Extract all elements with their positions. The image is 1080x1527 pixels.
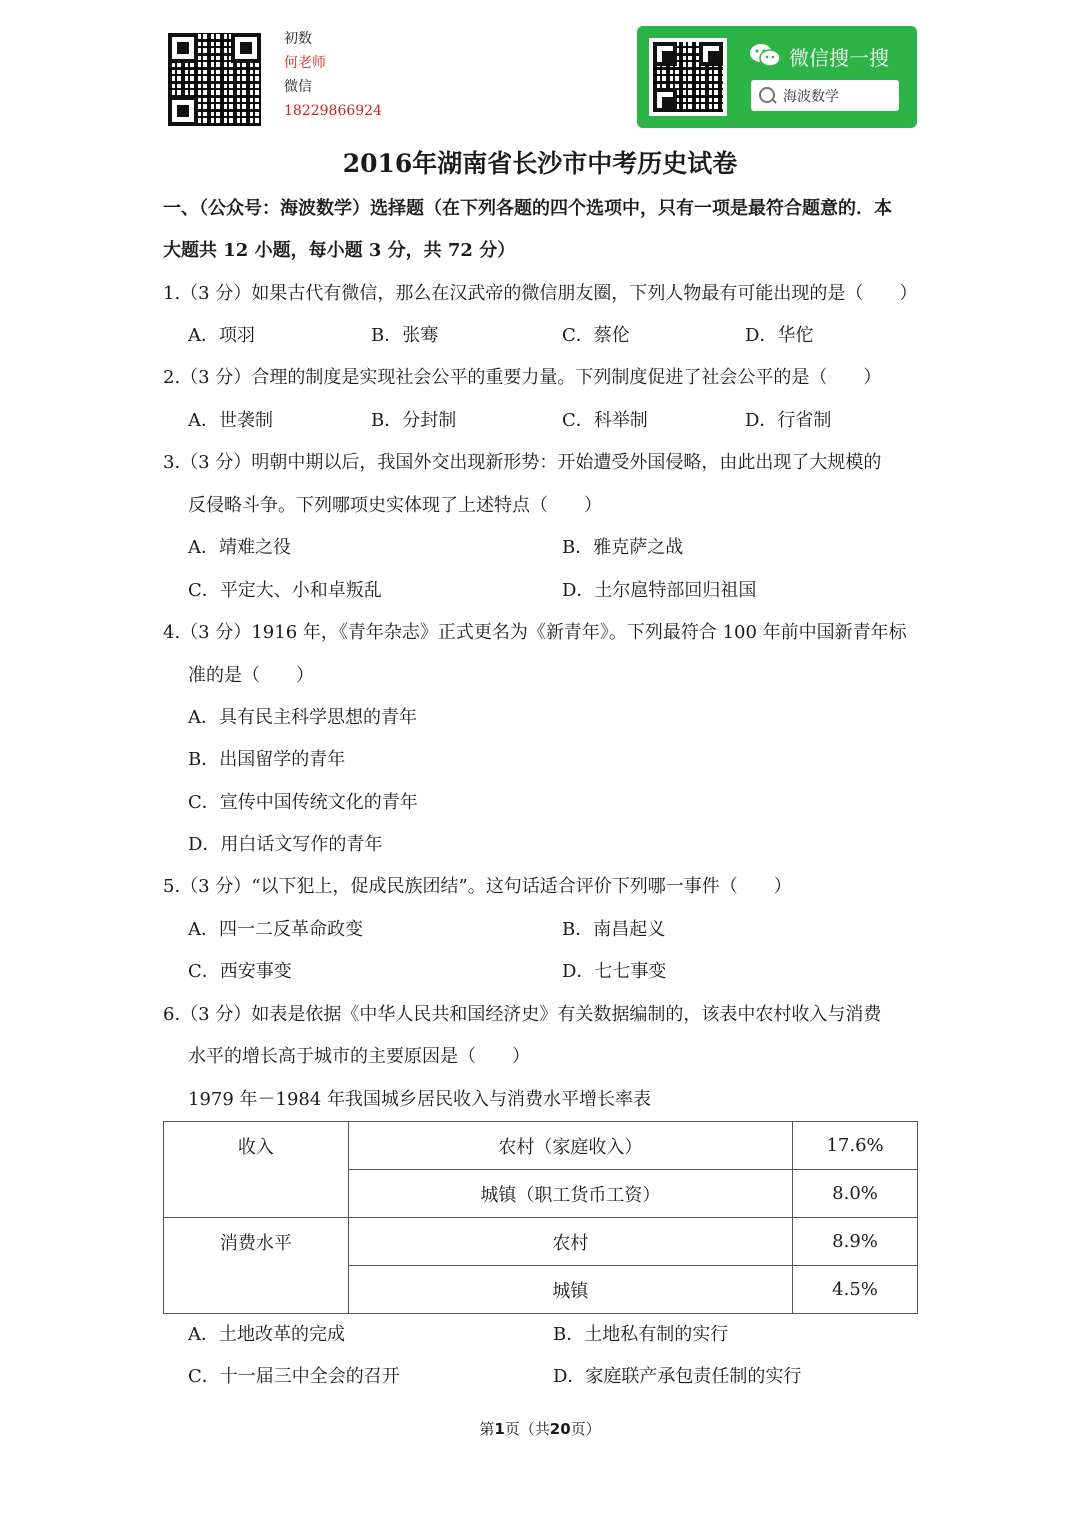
wechat-search-keyword: 海波数学 (783, 89, 839, 105)
question-6-option-c: C．十一届三中全会的召开 (188, 1366, 400, 1387)
qr-finder (653, 42, 677, 66)
question-5-option-c: C．西安事变 (188, 961, 292, 982)
question-2-stem: 2.（3 分）合理的制度是实现社会公平的重要力量。下列制度促进了社会公平的是（ ） (163, 367, 882, 388)
question-4-option-c: C．宣传中国传统文化的青年 (188, 792, 418, 813)
question-5-stem: 5.（3 分）“以下犯上，促成民族团结”。这句话适合评价下列哪一事件（ ） (163, 876, 792, 897)
qr-finder (653, 88, 677, 112)
footer-prefix: 第 (479, 1420, 495, 1438)
wechat-logo-icon (749, 42, 781, 68)
footer-suffix: 页） (570, 1420, 601, 1438)
table-caption: 1979 年－1984 年我国城乡居民收入与消费水平增长率表 (188, 1089, 652, 1110)
page-footer (0, 1418, 1080, 1439)
question-6-option-a: A．土地改革的完成 (188, 1324, 345, 1345)
footer-total-pages: 20 (549, 1420, 571, 1438)
question-4-stem-line1: 4.（3 分）1916 年，《青年杂志》正式更名为《新青年》。下列最符合 100 年前中国新青年标 (163, 622, 907, 643)
table-cell-value: 17.6% (793, 1122, 918, 1170)
search-icon (759, 87, 775, 103)
income-label: 收入 (164, 1122, 349, 1218)
question-1-option-b: B．张骞 (371, 325, 439, 346)
table-cell-item: 城镇 (348, 1266, 792, 1314)
question-6-stem-line1: 6.（3 分）如表是依据《中华人民共和国经济史》有关数据编制的，该表中农村收入与消费 (163, 1004, 882, 1025)
question-3-option-d: D．土尔扈特部回归祖国 (562, 580, 757, 601)
question-6-option-b: B．土地私有制的实行 (553, 1324, 729, 1345)
question-1-option-c: C．蔡伦 (562, 325, 630, 346)
contact-info (284, 27, 382, 123)
table-cell-value: 8.9% (793, 1218, 918, 1266)
consumption-label: 消费水平 (164, 1218, 349, 1314)
qr-finder (168, 96, 198, 126)
growth-rate-table (163, 1121, 918, 1314)
question-3-stem-line1: 3.（3 分）明朝中期以后，我国外交出现新形势：开始遭受外国侵略，由此出现了大规模的 (163, 452, 882, 473)
question-4-option-d: D．用白话文写作的青年 (188, 834, 383, 855)
question-6-option-d: D．家庭联产承包责任制的实行 (553, 1366, 802, 1387)
contact-subject: 初数 (284, 31, 312, 47)
qr-finder (168, 33, 198, 63)
document-title: 2016年湖南省长沙市中考历史试卷 (342, 149, 738, 178)
wechat-search-title: 微信搜一搜 (789, 46, 889, 70)
table-row (164, 1218, 918, 1266)
question-6-stem-line2: 水平的增长高于城市的主要原因是（ ） (188, 1046, 530, 1067)
question-5-option-b: B．南昌起义 (562, 919, 666, 940)
qr-finder (231, 33, 261, 63)
table-cell-item: 农村（家庭收入） (348, 1122, 792, 1170)
question-1-stem: 1.（3 分）如果古代有微信，那么在汉武帝的微信朋友圈，下列人物最有可能出现的是（ ） (163, 283, 918, 304)
question-5-option-a: A．四一二反革命政变 (188, 919, 363, 940)
question-2-option-a: A．世袭制 (188, 410, 273, 431)
footer-middle: 页（共 (504, 1420, 550, 1438)
qr-code-right (649, 38, 727, 116)
qr-code-left (168, 33, 261, 126)
question-4-stem-line2: 准的是（ ） (188, 665, 314, 686)
section-heading-line2: 大题共 12 小题，每小题 3 分，共 72 分） (163, 240, 516, 261)
table-cell-item: 农村 (348, 1218, 792, 1266)
question-1-option-a: A．项羽 (188, 325, 255, 346)
table-cell-value: 4.5% (793, 1266, 918, 1314)
table-cell-value: 8.0% (793, 1170, 918, 1218)
question-4-option-b: B．出国留学的青年 (188, 749, 346, 770)
question-3-option-c: C．平定大、小和卓叛乱 (188, 580, 382, 601)
table-row (164, 1122, 918, 1170)
wechat-search-field[interactable] (751, 80, 899, 111)
contact-teacher: 何老师 (284, 55, 326, 71)
question-4-option-a: A．具有民主科学思想的青年 (188, 707, 417, 728)
question-2-option-b: B．分封制 (371, 410, 457, 431)
contact-phone: 18229866924 (284, 103, 382, 119)
question-2-option-c: C．科举制 (562, 410, 648, 431)
table-cell-item: 城镇（职工货币工资） (348, 1170, 792, 1218)
section-heading-line1: 一、（公众号：海波数学）选择题（在下列各题的四个选项中，只有一项是最符合题意的．本 (163, 198, 892, 219)
question-5-option-d: D．七七事变 (562, 961, 667, 982)
footer-page-number: 1 (494, 1420, 505, 1438)
question-2-option-d: D．行省制 (745, 410, 832, 431)
question-3-option-b: B．雅克萨之战 (562, 537, 684, 558)
question-3-option-a: A．靖难之役 (188, 537, 291, 558)
contact-wechat-label: 微信 (284, 79, 312, 95)
qr-finder (699, 42, 723, 66)
wechat-search-banner[interactable] (637, 26, 917, 128)
question-1-option-d: D．华佗 (745, 325, 814, 346)
question-3-stem-line2: 反侵略斗争。下列哪项史实体现了上述特点（ ） (188, 495, 602, 516)
